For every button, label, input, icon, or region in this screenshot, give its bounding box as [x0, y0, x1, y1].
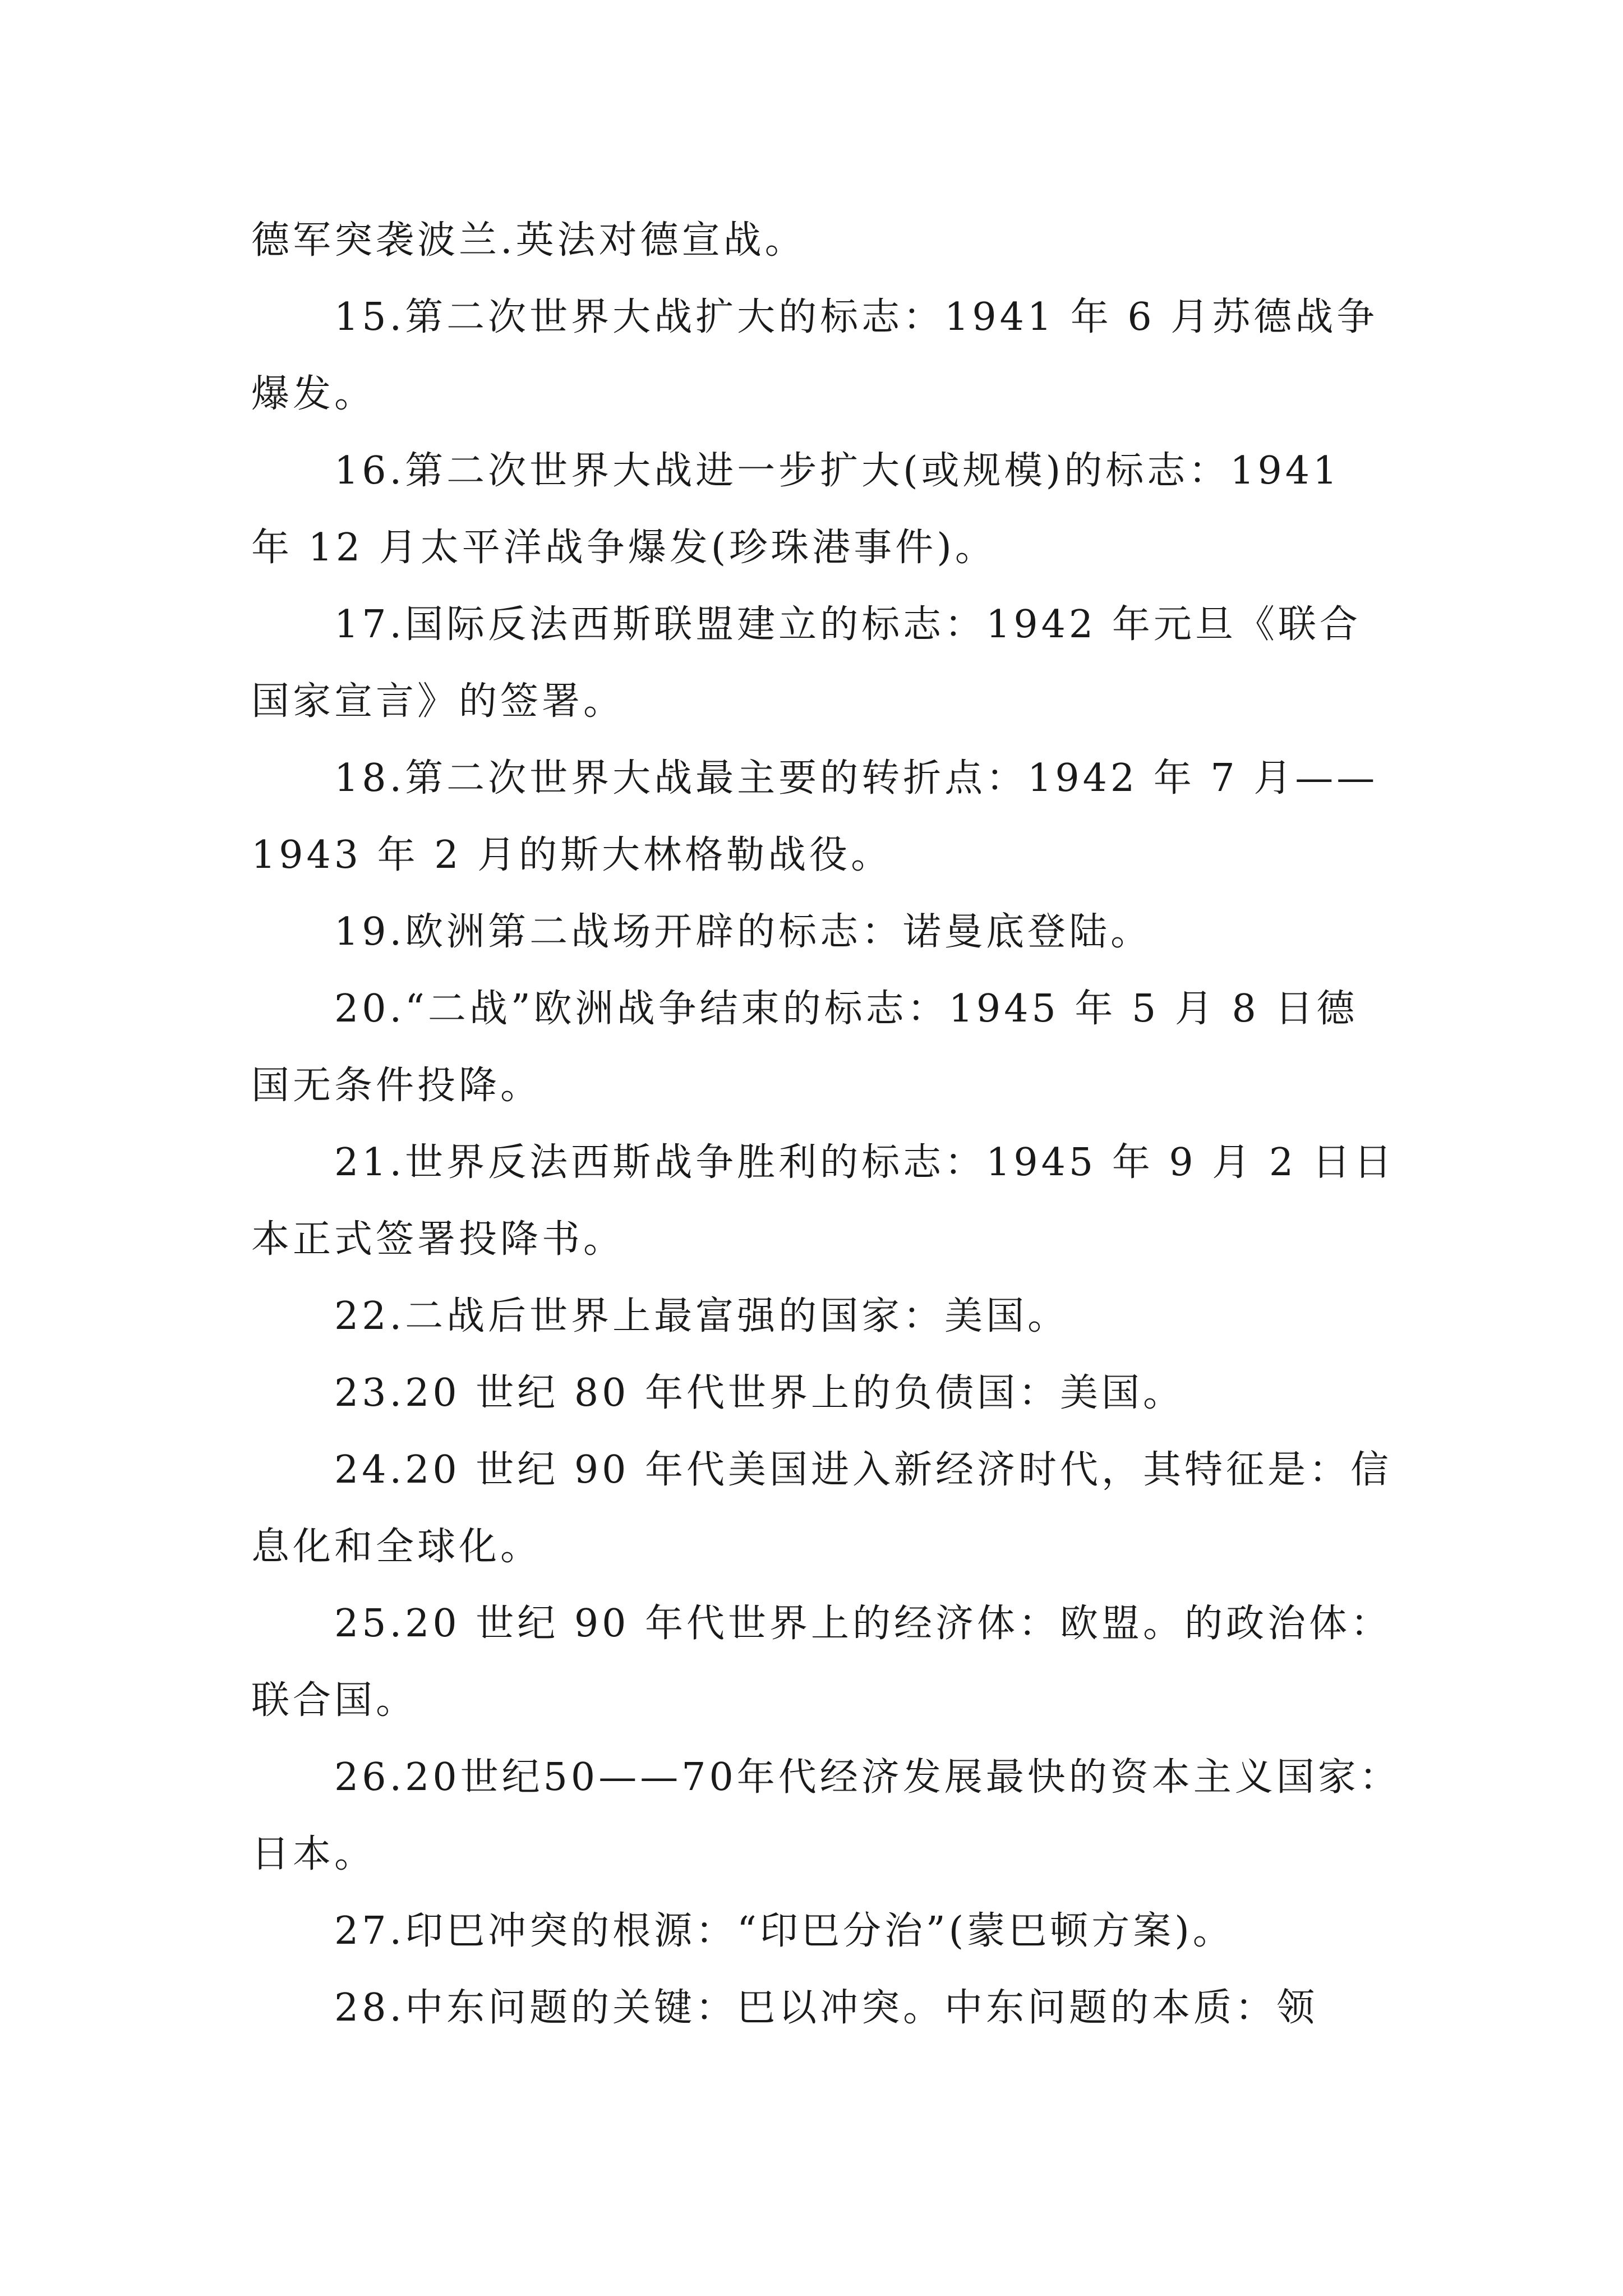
paragraph-19	[251, 894, 1384, 970]
document-body	[251, 202, 1401, 2046]
text-line: 德军突袭波兰.英法对德宣战。	[251, 218, 806, 263]
text-line: 28.中东问题的关键：巴以冲突。中东问题的本质：领	[334, 1986, 1318, 2030]
text-line: 联合国。	[251, 1678, 418, 1723]
text-line: 22.二战后世界上最富强的国家：美国。	[334, 1294, 1069, 1338]
paragraph-26	[251, 1739, 1401, 1893]
paragraph-21	[251, 1124, 1395, 1278]
text-line: 17.国际反法西斯联盟建立的标志：1942 年元旦《联合	[334, 602, 1361, 647]
text-line: 18.第二次世界大战最主要的转折点：1942 年 7 月——	[334, 756, 1378, 800]
paragraph-24	[251, 1432, 1393, 1585]
text-line: 19.欧洲第二战场开辟的标志：诺曼底登陆。	[334, 910, 1152, 954]
text-line: 21.世界反法西斯战争胜利的标志：1945 年 9 月 2 日日	[334, 1140, 1395, 1185]
paragraph-continuation	[251, 202, 1384, 279]
paragraph-27	[251, 1893, 1384, 1970]
paragraph-25	[251, 1585, 1393, 1739]
text-line: 26.20世纪50——70年代经济发展最快的资本主义国家：	[334, 1755, 1401, 1800]
text-line: 20.“二战”欧洲战争结束的标志：1945 年 5 月 8 日德	[334, 987, 1358, 1031]
text-line: 16.第二次世界大战进一步扩大(或规模)的标志：1941	[334, 449, 1341, 493]
text-line: 爆发。	[251, 372, 376, 416]
paragraph-18	[251, 740, 1384, 894]
paragraph-23	[251, 1355, 1384, 1432]
paragraph-28	[251, 1970, 1384, 2046]
text-line: 本正式签署投降书。	[251, 1217, 625, 1262]
text-line: 年 12 月太平洋战争爆发(珍珠港事件)。	[251, 526, 997, 570]
text-line: 27.印巴冲突的根源：“印巴分治”(蒙巴顿方案)。	[334, 1909, 1234, 1953]
paragraph-16	[251, 432, 1384, 586]
paragraph-20	[251, 970, 1384, 1124]
text-line: 日本。	[251, 1832, 376, 1876]
text-line: 1943 年 2 月的斯大林格勒战役。	[251, 833, 893, 877]
text-line: 15.第二次世界大战扩大的标志：1941 年 6 月苏德战争	[334, 295, 1378, 339]
paragraph-17	[251, 586, 1384, 740]
text-line: 国无条件投降。	[251, 1064, 542, 1108]
text-line: 23.20 世纪 80 年代世界上的负债国：美国。	[334, 1371, 1185, 1415]
text-line: 25.20 世纪 90 年代世界上的经济体：欧盟。的政治体：	[334, 1602, 1393, 1646]
text-line: 24.20 世纪 90 年代美国进入新经济时代，其特征是：信	[334, 1448, 1393, 1492]
paragraph-15	[251, 279, 1384, 432]
text-line: 国家宣言》的签署。	[251, 679, 625, 724]
text-line: 息化和全球化。	[251, 1525, 542, 1569]
paragraph-22	[251, 1278, 1384, 1355]
